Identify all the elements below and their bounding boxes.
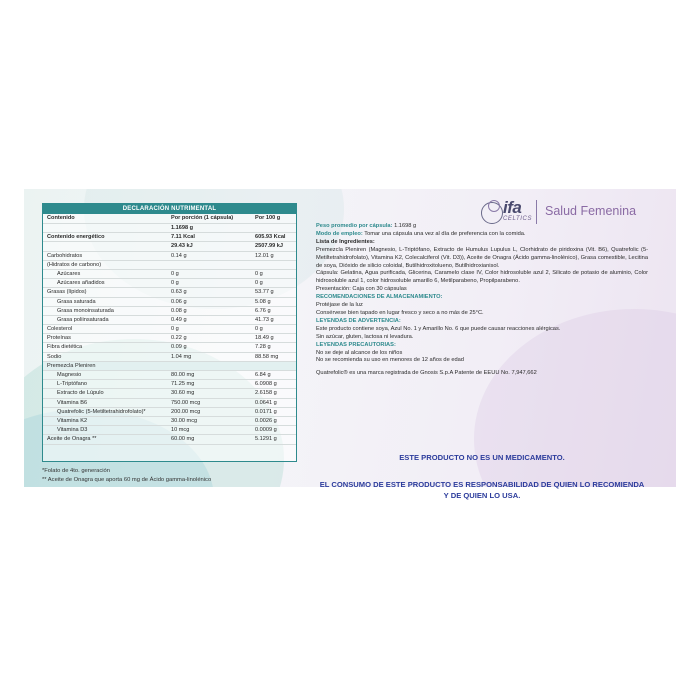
row-per-portion: 0.14 g (171, 252, 187, 259)
row-per-portion: 71.25 mg (171, 381, 195, 388)
peso-line: Peso promedio por cápsula: 1.1698 g (316, 223, 417, 229)
table-row (43, 261, 296, 270)
footnotes (42, 467, 211, 485)
table-row (43, 270, 296, 279)
row-per-100g: 605.93 Kcal (255, 234, 286, 241)
row-per-100g: 53.77 g (255, 289, 274, 296)
row-nutrient-name: Grasa monoinsaturada (57, 307, 114, 314)
row-nutrient-name: Colesterol (47, 326, 73, 333)
table-row (43, 389, 296, 398)
table-row (43, 334, 296, 343)
row-nutrient-name: Magnesio (57, 372, 82, 378)
header-por-porcion: Por porción (1 cápsula) (171, 215, 234, 221)
row-nutrient-name: L-Triptófano (57, 381, 87, 388)
table-row (43, 298, 296, 307)
row-per-100g: 0 g (255, 280, 263, 287)
capsula-text: Cápsula: Gelatina, Agua purificada, Glicerina, Caramelo clase IV, Color hidrosoluble azul 2, Silicato de potasio de aluminio, Color hidrosoluble azul 1, color hidrosoluble amarillo 6, Metilparabeno, Propilparabeno. (316, 270, 648, 285)
nutrition-table-header (43, 214, 296, 224)
row-nutrient-name: Vitamina D3 (57, 427, 88, 434)
row-per-portion: 0.06 g (171, 298, 187, 305)
table-row (43, 325, 296, 334)
nutrition-table-body (43, 224, 296, 445)
logo-text: ifa (503, 198, 522, 217)
nutrition-table-title: DECLARACIÓN NUTRIMENTAL (43, 204, 296, 214)
row-nutrient-name: (Hidratos de carbono) (47, 261, 102, 268)
row-nutrient-name: Premezcla Pleniren (47, 362, 96, 369)
row-per-portion: 29.43 kJ (171, 243, 193, 250)
table-row (43, 343, 296, 352)
responsabilidad-notice-2: Y DE QUIEN LO USA. (443, 491, 521, 500)
almacenamiento-1: Protéjase de la luz (316, 302, 363, 309)
row-per-portion: 1.04 mg (171, 353, 192, 360)
table-row (43, 417, 296, 426)
table-row (43, 316, 296, 325)
header-por-100g: Por 100 g (255, 215, 281, 221)
row-per-portion: 1.1698 g (171, 225, 194, 231)
row-per-100g: 2.6158 g (255, 390, 277, 397)
row-per-100g: 0.0009 g (255, 427, 277, 434)
row-nutrient-name: Grasa saturada (57, 298, 96, 305)
precautorias-label: LEYENDAS PRECAUTORIAS: (316, 341, 396, 348)
almacenamiento-2: Consérvese bien tapado en lugar fresco y seco a no más de 25°C. (316, 309, 484, 316)
row-per-portion: 0.09 g (171, 344, 187, 351)
row-nutrient-name: Proteínas (47, 335, 71, 342)
row-per-portion: 200.00 mcg (171, 408, 201, 415)
row-per-100g: 12.01 g (255, 252, 274, 259)
row-nutrient-name: Grasas (lípidos) (47, 289, 87, 296)
table-row (43, 399, 296, 408)
quatrefolic-note: Quatrefolic® es una marca registrada de Gnosis S.p.A Patente de EEUU No. 7,947,662 (316, 370, 537, 377)
precautorias-2: No se recomienda su uso en menores de 12 años de edad (316, 357, 464, 364)
row-per-100g: 6.0908 g (255, 381, 277, 388)
table-row (43, 233, 296, 242)
row-per-portion: 0 g (171, 270, 179, 277)
row-per-portion: 0.08 g (171, 307, 187, 314)
row-nutrient-name: Sodio (47, 353, 62, 360)
row-per-100g: 5.08 g (255, 298, 271, 305)
row-per-portion: 750.00 mcg (171, 399, 201, 406)
table-row (43, 435, 296, 444)
advertencia-label: LEYENDAS DE ADVERTENCIA: (316, 317, 401, 324)
table-row (43, 362, 296, 371)
row-nutrient-name: Grasa poliinsaturada (57, 316, 109, 323)
row-nutrient-name: Quatrefolic (5-Metiltetrahidrofolato)* (57, 408, 146, 415)
row-per-portion: 10 mcg (171, 427, 190, 434)
table-row (43, 353, 296, 362)
row-nutrient-name: Aceite de Onagra ** (47, 436, 97, 443)
table-row (43, 288, 296, 297)
row-nutrient-name: Vitamina K2 (57, 417, 88, 424)
row-nutrient-name: Vitamina B6 (57, 399, 88, 406)
no-medicamento-notice: ESTE PRODUCTO NO ES UN MEDICAMENTO. (399, 453, 565, 462)
row-nutrient-name: Carbohidratos (47, 252, 83, 259)
row-per-100g: 0.0171 g (255, 408, 277, 415)
responsabilidad-notice-1: EL CONSUMO DE ESTE PRODUCTO ES RESPONSABILIDAD DE QUIEN LO RECOMIENDA (319, 480, 645, 489)
logo-divider (536, 200, 537, 224)
row-per-portion: 80.00 mg (171, 372, 195, 378)
row-per-100g: 0 g (255, 326, 263, 333)
row-per-100g: 6.76 g (255, 307, 271, 314)
table-row (43, 371, 296, 380)
row-per-100g: 2507.99 kJ (255, 243, 283, 250)
row-per-100g: 41.73 g (255, 316, 274, 323)
header-contenido: Contenido (47, 215, 75, 221)
logo-subtext: CELTICS (503, 216, 533, 222)
logo-circle-icon (481, 202, 503, 224)
row-per-portion: 30.00 mcg (171, 417, 198, 424)
ingredientes-label: Lista de Ingredientes: (316, 238, 375, 245)
nutrition-table (42, 203, 297, 462)
row-per-100g: 18.49 g (255, 335, 274, 342)
row-nutrient-name: Extracto de Lúpulo (57, 390, 104, 397)
row-per-portion: 0.22 g (171, 335, 187, 342)
row-per-100g: 0.0026 g (255, 417, 277, 424)
row-per-portion: 0 g (171, 326, 179, 333)
row-per-portion: 0 g (171, 280, 179, 287)
product-info (316, 223, 648, 378)
advertencia-2: Sin azúcar, gluten, lactosa ni levadura. (316, 333, 414, 340)
row-per-100g: 0.0641 g (255, 399, 277, 406)
row-per-portion: 0.49 g (171, 316, 187, 323)
product-line: Salud Femenina (545, 204, 637, 218)
presentacion-text: Presentación: Caja con 30 cápsulas (316, 286, 407, 293)
row-nutrient-name: Contenido energético (47, 234, 105, 241)
row-per-portion: 60.00 mg (171, 436, 195, 443)
table-row (43, 224, 296, 233)
row-per-100g: 0 g (255, 270, 263, 277)
premezcla-text: Premezcla Pleniren (Magnesio, L-Triptófano, Extracto de Humulus Lupulus L, Clorhidrato de piridoxina (Vit. B6), Quatrefolic (5-Metiltetrahidrofolato), Vitamina K2, Colecalciferol (Vit. D3)), Aceite de Onagra (Ácido gamma-linolénico), Grasa comestible, Lecitina de soya, Dióxido de silicio coloidal, Butilhidroxitolueno, Butilhidroxianisol. (316, 246, 648, 269)
precautorias-1: No se deje al alcance de los niños (316, 349, 403, 356)
row-per-portion: 0.63 g (171, 289, 187, 296)
table-row (43, 252, 296, 261)
table-row (43, 279, 296, 288)
table-row (43, 242, 296, 251)
footnote-onagra: ** Aceite de Onagra que aporta 60 mg de Ácido gamma-linolénico (42, 477, 212, 483)
row-per-100g: 5.1291 g (255, 436, 277, 443)
table-row (43, 380, 296, 389)
footnote-folato: *Folato de 4to. generación (42, 468, 111, 474)
row-per-100g: 7.28 g (255, 344, 271, 351)
table-row (43, 408, 296, 417)
advertencia-1: Este producto contiene soya, Azul No. 1 y Amarillo No. 6 que puede causar reacciones alérgicas. (316, 325, 561, 332)
row-nutrient-name: Azúcares añadidos (57, 280, 105, 287)
row-per-portion: 30.60 mg (171, 390, 195, 397)
table-row (43, 426, 296, 435)
modo-line: Modo de empleo: Tomar una cápsula una vez al día de preferencia con la comida. (316, 230, 526, 237)
row-per-portion: 7.11 Kcal (171, 234, 195, 241)
row-per-100g: 6.84 g (255, 372, 271, 378)
almacenamiento-label: RECOMENDACIONES DE ALMACENAMIENTO: (316, 294, 443, 301)
row-nutrient-name: Fibra dietética (47, 344, 83, 351)
table-row (43, 307, 296, 316)
row-nutrient-name: Azúcares (57, 270, 81, 277)
row-per-100g: 88.58 mg (255, 353, 279, 360)
